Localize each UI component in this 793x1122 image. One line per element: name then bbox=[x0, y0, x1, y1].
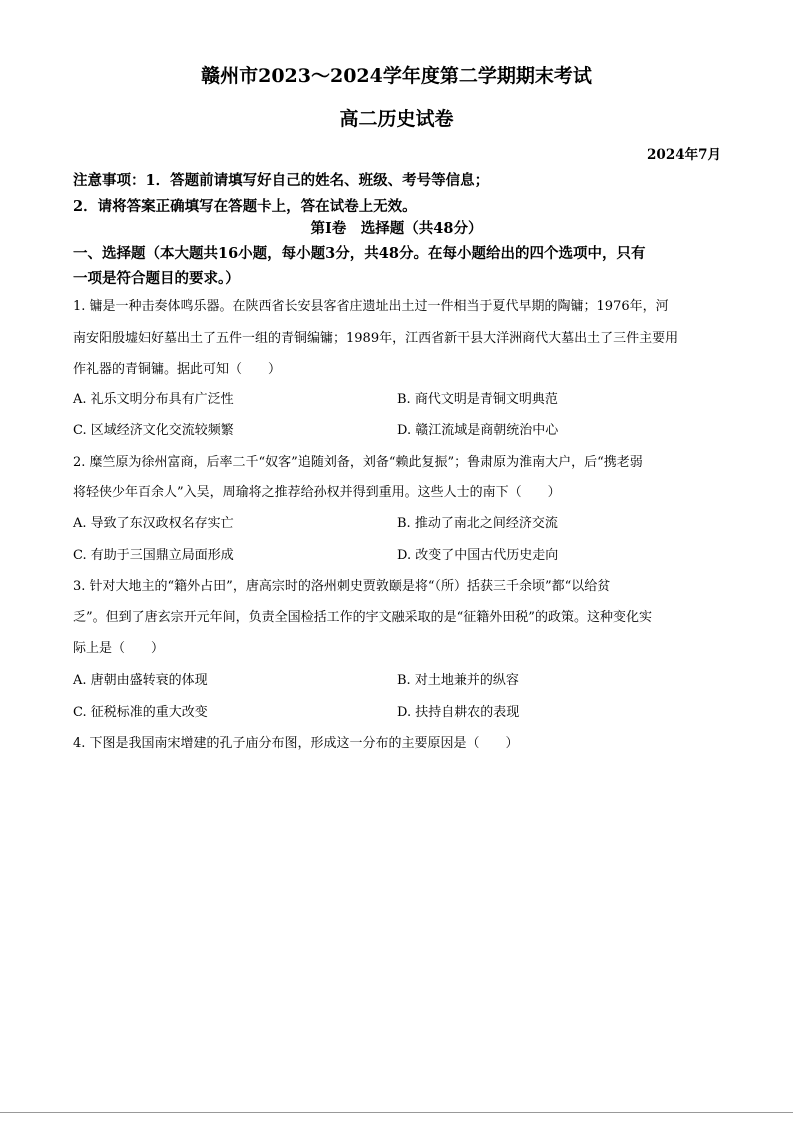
question-2-option-c: C. 有助于三国鼎立局面形成 bbox=[73, 548, 234, 563]
question-3-line-2: 乏”。但到了唐玄宗开元年间，负责全国检括工作的宇文融采取的是“征籍外田税”的政策。这种变化实 bbox=[73, 610, 652, 625]
question-2-line-2: 将轻侠少年百余人”入吴，周瑜将之推荐给孙权并得到重用。这些人士的南下（ ） bbox=[73, 485, 561, 500]
question-2-line-1: 2. 糜竺原为徐州富商，后率二千“奴客”追随刘备，刘备“赖此复振”；鲁肃原为淮南大户，后“携老弱 bbox=[73, 455, 643, 470]
question-1-line-1: 1. 镛是一种击奏体鸣乐器。在陕西省长安县客省庄遗址出土过一件相当于夏代早期的陶镛；1976年，河 bbox=[73, 299, 669, 314]
question-3-option-a: A. 唐朝由盛转衰的体现 bbox=[73, 673, 208, 688]
question-4-line-1: 4. 下图是我国南宋增建的孔子庙分布图，形成这一分布的主要原因是（ ） bbox=[73, 736, 519, 751]
question-1-option-a: A. 礼乐文明分布具有广泛性 bbox=[73, 392, 234, 407]
section-heading: 第Ⅰ卷 选择题（共48分） bbox=[310, 220, 483, 237]
notice-line-1: 注意事项：1．答题前请填写好自己的姓名、班级、考号等信息； bbox=[73, 172, 490, 189]
question-3-line-1: 3. 针对大地主的“籍外占田”，唐高宗时的洛州刺史贾敦颐是将“（所）括获三千余顷”都“以给贫 bbox=[73, 579, 611, 594]
question-1-option-b: B. 商代文明是青铜文明典范 bbox=[397, 392, 558, 407]
question-1-line-3: 作礼器的青铜镛。据此可知（ ） bbox=[73, 362, 282, 377]
question-1-line-2: 南安阳殷墟妇好墓出土了五件一组的青铜编镛；1989年，江西省新干县大洋洲商代大墓出土了三件主要用 bbox=[73, 331, 679, 346]
question-2-option-a: A. 导致了东汉政权名存实亡 bbox=[73, 516, 234, 531]
exam-date: 2024年7月 bbox=[647, 147, 721, 163]
notice-line-2: 2．请将答案正确填写在答题卡上，答在试卷上无效。 bbox=[73, 198, 417, 215]
question-3-line-3: 际上是（ ） bbox=[73, 641, 165, 656]
exam-title: 赣州市2023～2024学年度第二学期期末考试 bbox=[201, 65, 592, 87]
question-3-option-d: D. 扶持自耕农的表现 bbox=[397, 705, 520, 720]
page-bottom-rule bbox=[0, 1112, 793, 1113]
question-3-option-c: C. 征税标准的重大改变 bbox=[73, 705, 208, 720]
section-instruction-line-1: 一、选择题（本大题共16小题，每小题3分，共48分。在每小题给出的四个选项中，只有 bbox=[73, 245, 646, 262]
question-1-option-c: C. 区域经济文化交流较频繁 bbox=[73, 423, 234, 438]
question-3-option-b: B. 对土地兼并的纵容 bbox=[397, 673, 519, 688]
question-2-option-d: D. 改变了中国古代历史走向 bbox=[397, 548, 559, 563]
question-2-option-b: B. 推动了南北之间经济交流 bbox=[397, 516, 558, 531]
question-1-option-d: D. 赣江流域是商朝统治中心 bbox=[397, 423, 559, 438]
section-instruction-line-2: 一项是符合题目的要求。） bbox=[73, 270, 240, 287]
exam-subtitle: 高二历史试卷 bbox=[339, 108, 454, 130]
